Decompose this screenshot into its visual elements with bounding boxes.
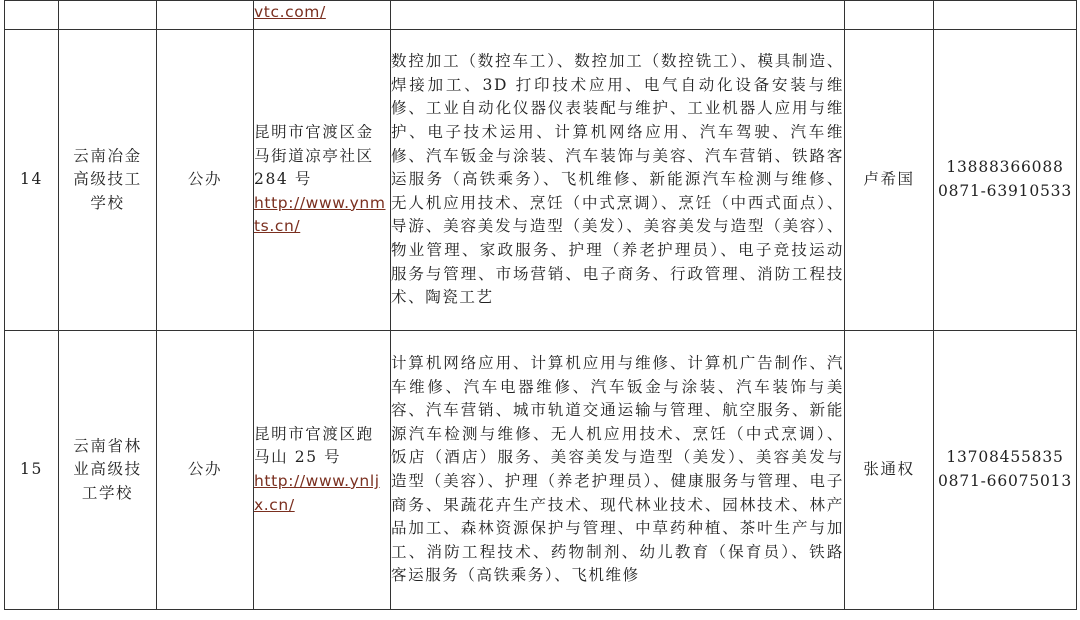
index-cell-empty [5,1,59,30]
phone-landline: 0871-63910533 [938,182,1072,200]
phone-mobile: 13708455835 [946,448,1064,467]
majors-list: 数控加工（数控车工）、数控加工（数控铣工）、模具制造、焊接加工、3D 打印技术应用、电气自动化设备安装与维修、工业自动化仪器仪表装配与维护、工业机器人应用与维护、电子技术运用、计算机网络应用、汽车驾驶、汽车维修、汽车钣金与涂装、汽车装饰与美容、汽车营销、铁路客运服务（高铁乘务）、飞机维修、新能源汽车检测与维修、无人机应用技术、烹饪（中式烹调）、烹饪（中西式面点）、导游、美容美发与造型（美发）、美容美发与造型（美容）、物业管理、家政服务、护理（养老护理员）、电子竞技运动服务与管理、市场营销、电子商务、行政管理、消防工程技术、陶瓷工艺 [391,30,845,331]
address-cell [254,1,391,30]
school-name: 云南省林业高级技工学校 [73,436,142,502]
schools-table [4,0,1077,610]
table-row [5,331,1077,610]
school-cell-empty [59,1,157,30]
website-link[interactable]: http://www.ynljx.cn/ [254,472,380,514]
address-text: 昆明市官渡区跑马山 25 号 [254,424,374,467]
contact-cell-empty [845,1,934,30]
table-row-continued [5,1,1077,30]
website-link-fragment[interactable]: vtc.com/ [254,3,326,21]
school-name-cell [59,331,157,610]
phone-mobile: 13888366088 [946,158,1064,177]
school-type: 公办 [157,331,254,610]
phone-cell [934,30,1077,331]
address-cell [254,30,391,331]
row-index: 15 [5,331,59,610]
majors-cell-empty [391,1,845,30]
school-name-cell [59,30,157,331]
row-index: 14 [5,30,59,331]
website-link[interactable]: http://www.ynmts.cn/ [254,193,386,236]
contact-person: 张通权 [845,331,934,610]
contact-person: 卢希国 [845,30,934,331]
school-name: 云南冶金高级技工学校 [73,146,142,212]
phone-cell-empty [934,1,1077,30]
phone-cell [934,331,1077,610]
majors-list: 计算机网络应用、计算机应用与维修、计算机广告制作、汽车维修、汽车电器维修、汽车钣金与涂装、汽车装饰与美容、汽车营销、城市轨道交通运输与管理、航空服务、新能源汽车检测与维修、无人机应用技术、烹饪（中式烹调）、饭店（酒店）服务、美容美发与造型（美发）、美容美发与造型（美容）、护理（养老护理员）、健康服务与管理、电子商务、果蔬花卉生产技术、现代林业技术、园林技术、林产品加工、森林资源保护与管理、中草药种植、茶叶生产与加工、消防工程技术、药物制剂、幼儿教育（保育员）、铁路客运服务（高铁乘务）、飞机维修 [391,331,845,610]
table-row [5,30,1077,331]
phone-landline: 0871-66075013 [938,472,1072,490]
type-cell-empty [157,1,254,30]
school-type: 公办 [157,30,254,331]
address-cell [254,331,391,610]
address-text: 昆明市官渡区金马街道凉亭社区 284 号 [254,123,374,189]
